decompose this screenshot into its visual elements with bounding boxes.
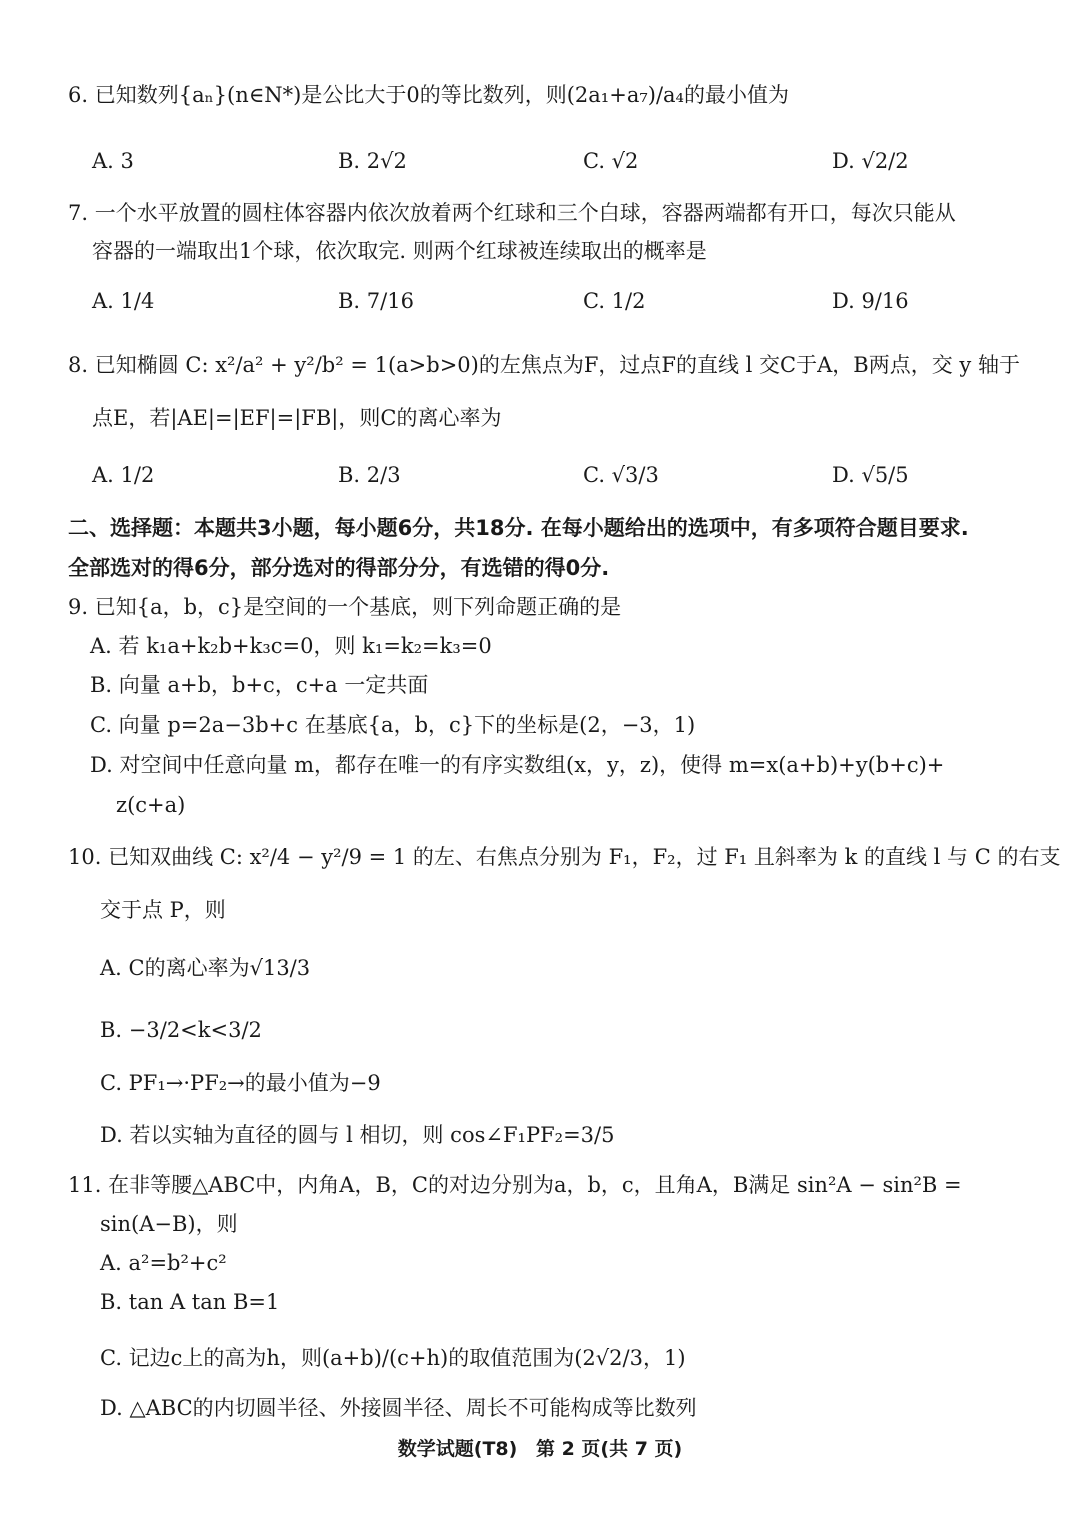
q6-option-a: A. 3 <box>92 149 134 173</box>
q9-option-c: C. 向量 p=2a−3b+c 在基底{a，b，c}下的坐标是(2，−3，1) <box>90 713 696 737</box>
q6-option-b: B. 2√2 <box>338 149 407 173</box>
q11-stem-line2: sin(A−B)，则 <box>100 1212 238 1236</box>
section2-heading: 二、选择题：本题共3小题，每小题6分，共18分. 在每小题给出的选项中，有多项符合题目要求. <box>68 516 969 540</box>
q7-option-c: C. 1/2 <box>583 289 646 313</box>
page-footer <box>0 1434 1080 1461</box>
q11-option-d: D. △ABC的内切圆半径、外接圆半径、周长不可能构成等比数列 <box>100 1396 697 1420</box>
q6-option-c: C. √2 <box>583 149 639 173</box>
q11-stem-line1: 11. 在非等腰△ABC中，内角A，B，C的对边分别为a，b，c，且角A，B满足 sin²A − sin²B = <box>68 1173 962 1197</box>
q6-stem: 6. 已知数列{aₙ}(n∈N*)是公比大于0的等比数列，则(2a₁+a₇)/a₄的最小值为 <box>68 83 789 107</box>
q9-option-a: A. 若 k₁a+k₂b+k₃c=0，则 k₁=k₂=k₃=0 <box>90 634 492 658</box>
q10-option-d: D. 若以实轴为直径的圆与 l 相切，则 cos∠F₁PF₂=3/5 <box>100 1123 615 1147</box>
q9-stem: 9. 已知{a，b，c}是空间的一个基底，则下列命题正确的是 <box>68 595 622 619</box>
q11-option-c: C. 记边c上的高为h，则(a+b)/(c+h)的取值范围为(2√2/3，1) <box>100 1346 686 1370</box>
q6-option-d: D. √2/2 <box>832 149 909 173</box>
q8-option-c: C. √3/3 <box>583 463 659 487</box>
q8-option-b: B. 2/3 <box>338 463 401 487</box>
q10-stem-line1: 10. 已知双曲线 C: x²/4 − y²/9 = 1 的左、右焦点分别为 F₁，F₂，过 F₁ 且斜率为 k 的直线 l 与 C 的右支 <box>68 845 1061 869</box>
q7-stem-line2: 容器的一端取出1个球，依次取完. 则两个红球被连续取出的概率是 <box>92 239 707 263</box>
q10-option-b: B. −3/2<k<3/2 <box>100 1018 262 1042</box>
q8-stem-line2: 点E，若|AE|=|EF|=|FB|，则C的离心率为 <box>92 406 502 430</box>
q8-option-d: D. √5/5 <box>832 463 909 487</box>
q11-option-b: B. tan A tan B=1 <box>100 1290 280 1314</box>
q10-stem-line2: 交于点 P，则 <box>100 898 226 922</box>
q7-option-a: A. 1/4 <box>92 289 155 313</box>
q8-stem-line1: 8. 已知椭圆 C: x²/a² + y²/b² = 1(a>b>0)的左焦点为F，过点F的直线 l 交C于A，B两点，交 y 轴于 <box>68 353 1020 377</box>
q9-option-b: B. 向量 a+b，b+c，c+a 一定共面 <box>90 673 429 697</box>
q9-option-d-cont: z(c+a) <box>116 793 186 817</box>
q9-option-d: D. 对空间中任意向量 m，都存在唯一的有序实数组(x，y，z)，使得 m=x(a+b)+y(b+c)+ <box>90 753 945 777</box>
q7-stem-line1: 7. 一个水平放置的圆柱体容器内依次放着两个红球和三个白球，容器两端都有开口，每次只能从 <box>68 201 956 225</box>
q10-option-a: A. C的离心率为√13/3 <box>100 956 311 980</box>
q11-option-a: A. a²=b²+c² <box>100 1251 227 1275</box>
q8-option-a: A. 1/2 <box>92 463 155 487</box>
q7-option-d: D. 9/16 <box>832 289 909 313</box>
section2-heading-line2: 全部选对的得6分，部分选对的得部分分，有选错的得0分. <box>68 556 610 580</box>
footer-subject: 数学试题(T8) <box>397 1438 518 1460</box>
q7-option-b: B. 7/16 <box>338 289 414 313</box>
footer-page-number: 第 2 页(共 7 页) <box>535 1438 683 1460</box>
q10-option-c: C. PF₁→·PF₂→的最小值为−9 <box>100 1071 381 1095</box>
